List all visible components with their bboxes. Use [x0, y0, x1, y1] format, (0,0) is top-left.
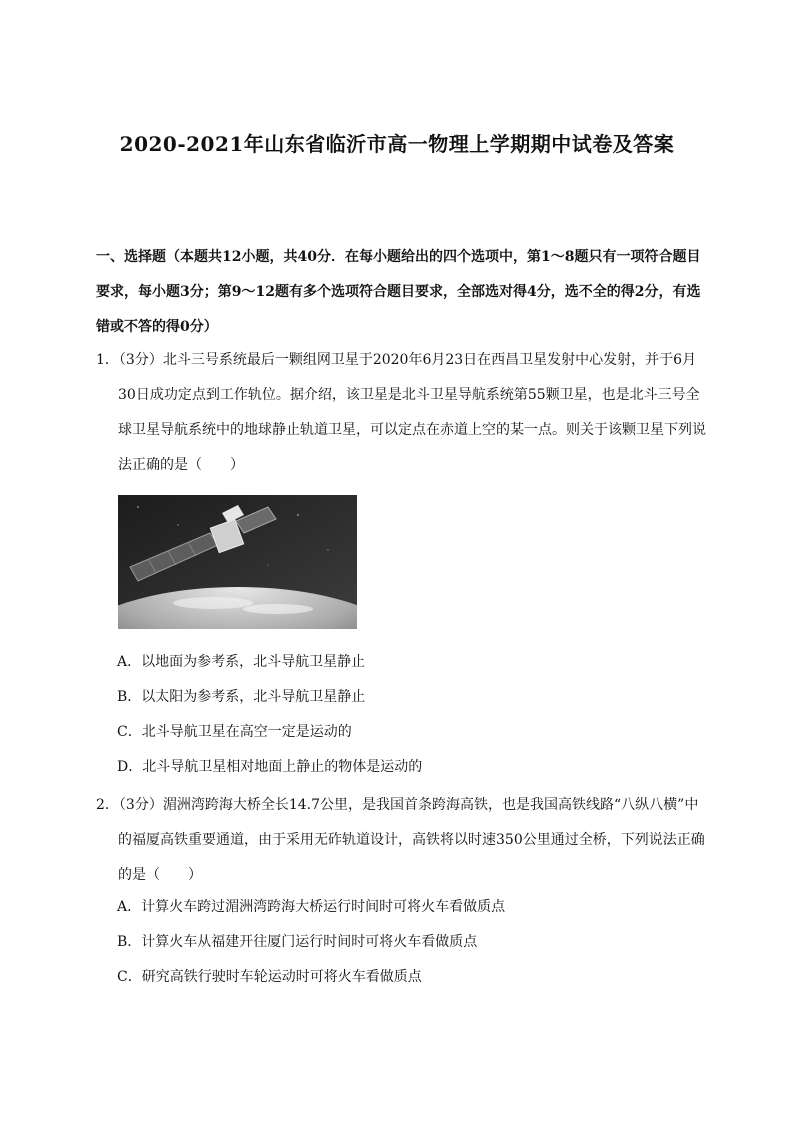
- question-1-stem: （3分）北斗三号系统最后一颗组网卫星于2020年6月23日在西昌卫星发射中心发射，并于6月30日成功定点到工作轨位。据介绍，该卫星是北斗卫星导航系统第55颗卫星，也是北斗三号全球卫星导航系统中的地球静止轨道卫星，可以定点在赤道上空的某一点。则关于该颗卫星下列说法正确的是（ ）: [118, 352, 706, 473]
- section-heading: 一、选择题（本题共12小题，共40分．在每小题给出的四个选项中，第1～8题只有一项符合题目要求，每小题3分；第9～12题有多个选项符合题目要求，全部选对得4分，选不全的得2分，有选错或不答的得0分）: [96, 249, 701, 335]
- question-1-option-c: C．北斗导航卫星在高空一定是运动的: [117, 724, 352, 740]
- question-1-number: 1．: [96, 352, 119, 368]
- question-1-option-d: D．北斗导航卫星相对地面上静止的物体是运动的: [117, 759, 423, 775]
- question-2: [96, 788, 706, 893]
- question-2-stem: （3分）湄洲湾跨海大桥全长14.7公里，是我国首条跨海高铁，也是我国高铁线路“八纵八横”中的福厦高铁重要通道，由于采用无砟轨道设计，高铁将以时速350公里通过全桥，下列说法正确的是（ ）: [118, 797, 705, 883]
- question-2-number: 2．: [96, 797, 119, 813]
- question-2-option-b: B．计算火车从福建开往厦门运行时间时可将火车看做质点: [117, 934, 478, 950]
- question-1: [96, 343, 706, 483]
- question-2-option-a: A．计算火车跨过湄洲湾跨海大桥运行时间时可将火车看做质点: [117, 899, 506, 915]
- question-1-option-b: B．以太阳为参考系，北斗导航卫星静止: [117, 689, 366, 705]
- question-2-option-c: C．研究高铁行驶时车轮运动时可将火车看做质点: [117, 969, 422, 985]
- page-title: 2020-2021年山东省临沂市高一物理上学期期中试卷及答案: [119, 132, 675, 156]
- satellite-photo: [118, 495, 357, 629]
- question-1-option-a: A．以地面为参考系，北斗导航卫星静止: [117, 654, 366, 670]
